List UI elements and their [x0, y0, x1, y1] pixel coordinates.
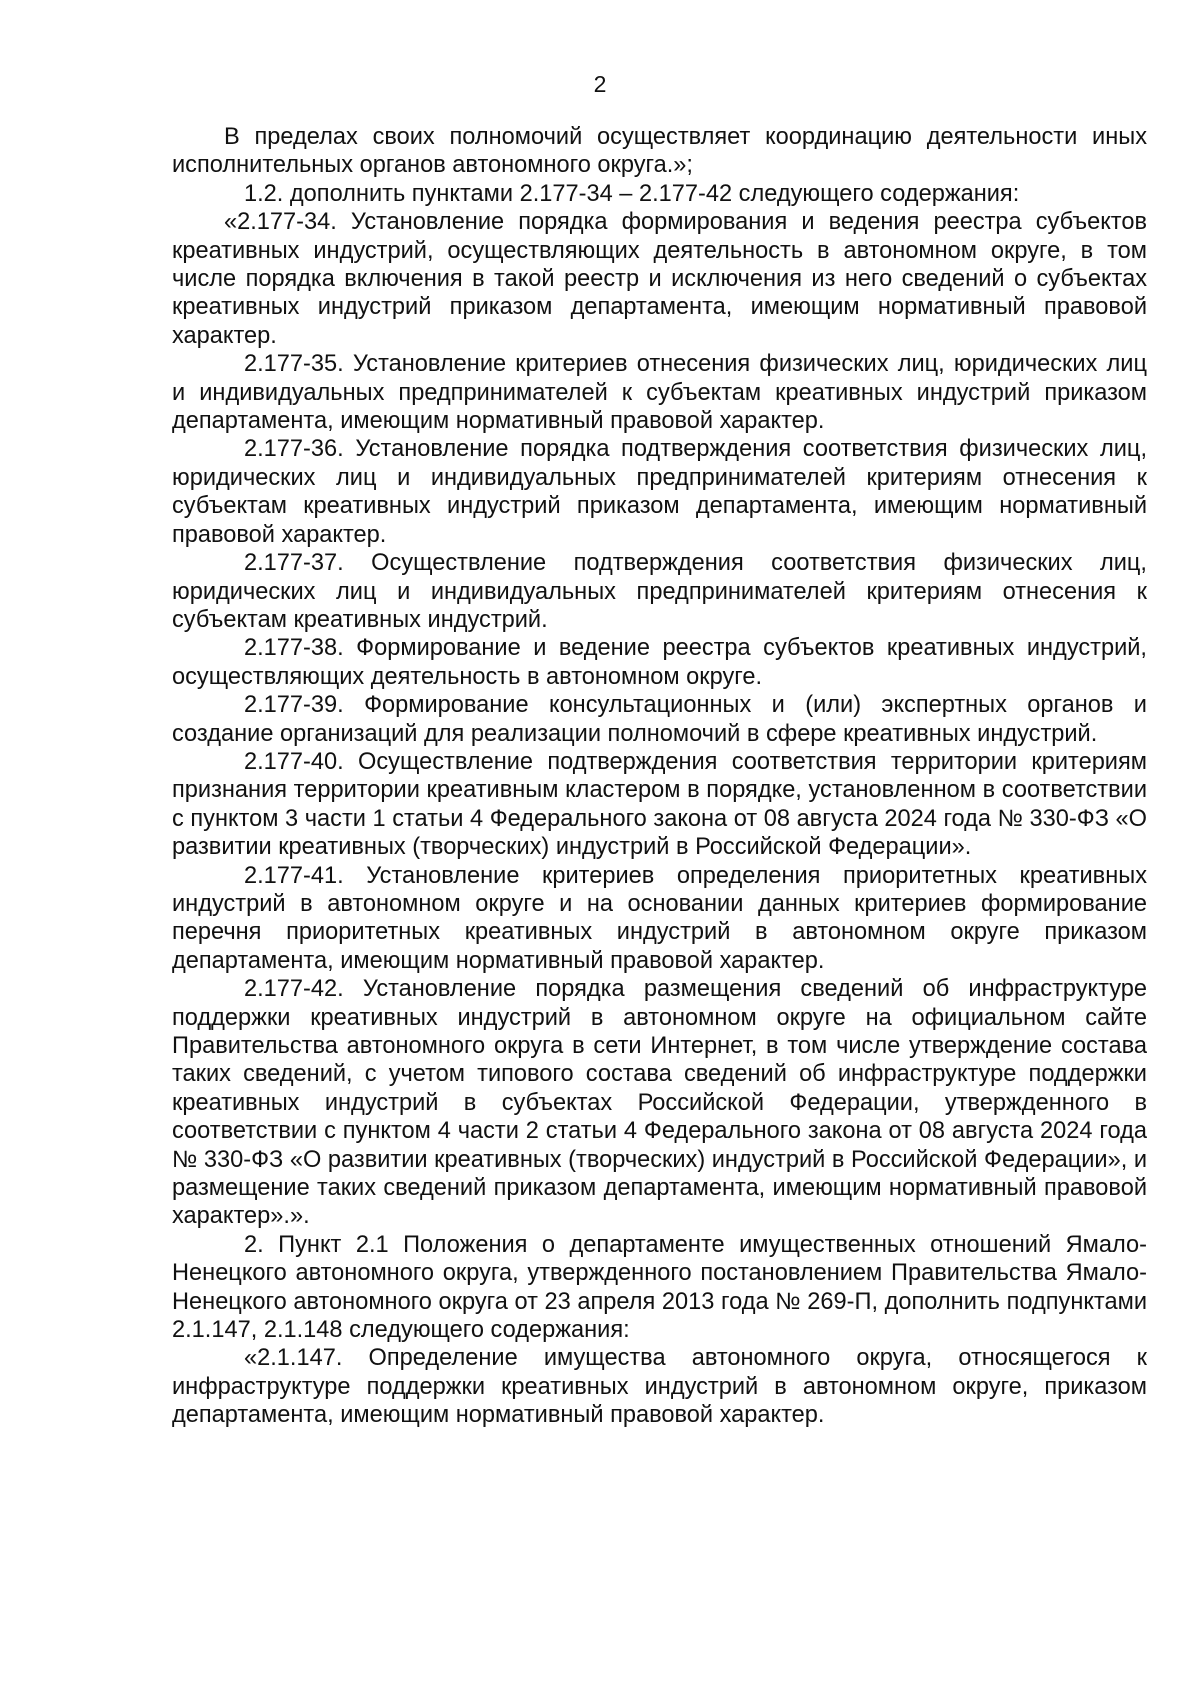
- paragraph-2-177-40: 2.177-40. Осуществление подтверждения соответствия территории критериям признания территории креативным кластером в порядке, установленном в соответствии с пунктом 3 части 1 статьи 4 Федерального закона от 08 августа 2024 года № 330-ФЗ «О развитии креативных (творческих) индустрий в Российской Федерации».: [172, 748, 1147, 861]
- paragraph-2-177-41: 2.177-41. Установление критериев определения приоритетных креативных индустрий в автономном округе и на основании данных критериев формирование перечня приоритетных креативных индустрий в автономном округе приказом департамента, имеющим нормативный правовой характер.: [172, 862, 1147, 974]
- paragraph-2-177-37: 2.177-37. Осуществление подтверждения соответствия физических лиц, юридических лиц и индивидуальных предпринимателей критериям отнесения к субъектам креативных индустрий.: [172, 550, 1147, 633]
- paragraph-2-177-39: 2.177-39. Формирование консультационных и (или) экспертных органов и создание организаций для реализации полномочий в сфере креативных индустрий.: [172, 692, 1147, 747]
- paragraph-coordination: В пределах своих полномочий осуществляет координацию деятельности иных исполнительных органов автономного округа.»;: [172, 124, 1147, 179]
- paragraph-2-177-36: 2.177-36. Установление порядка подтверждения соответствия физических лиц, юридических лиц и индивидуальных предпринимателей критериям отнесения к субъектам креативных индустрий приказом департамента, имеющим нормативный правовой характер.: [172, 436, 1147, 548]
- paragraph-2-177-42: 2.177-42. Установление порядка размещения сведений об инфраструктуре поддержки креативных индустрий в автономном округе на официальном сайте Правительства автономного округа в сети Интернет, в том числе утверждение состава таких сведений, с учетом типового состава сведений об инфраструктуре поддержки креативных индустрий в субъектах Российской Федерации, утвержденного в соответствии с пунктом 4 части 2 статьи 4 Федерального закона от 08 августа 2024 года № 330-ФЗ «О развитии креативных (творческих) индустрий в Российской Федерации», и размещение таких сведений приказом департамента, имеющим нормативный правовой характер».».: [172, 976, 1147, 1230]
- page-number: 2: [593, 71, 607, 97]
- paragraph-item-2: 2. Пункт 2.1 Положения о департаменте имущественных отношений Ямало-Ненецкого автономного округа, утвержденного постановлением Правительства Ямало-Ненецкого автономного округа от 23 апреля 2013 года № 269-П, дополнить подпунктами 2.1.147, 2.1.148 следующего содержания:: [172, 1231, 1147, 1344]
- paragraph-2-177-35: 2.177-35. Установление критериев отнесения физических лиц, юридических лиц и индивидуальных предпринимателей к субъектам креативных индустрий приказом департамента, имеющим нормативный правовой характер.: [172, 351, 1147, 435]
- paragraph-2-177-34: «2.177-34. Установление порядка формирования и ведения реестра субъектов креативных индустрий, осуществляющих деятельность в автономном округе, в том числе порядка включения в такой реестр и исключения из него сведений о субъектах креативных индустрий приказом департамента, имеющим нормативный правовой характер.: [172, 209, 1147, 349]
- paragraph-2-177-38: 2.177-38. Формирование и ведение реестра субъектов креативных индустрий, осуществляющих деятельность в автономном округе.: [172, 635, 1147, 690]
- paragraph-2-1-147: «2.1.147. Определение имущества автономного округа, относящегося к инфраструктуре поддержки креативных индустрий в автономном округе, приказом департамента, имеющим нормативный правовой характер.: [172, 1345, 1147, 1429]
- document-body: [172, 123, 1147, 1430]
- paragraph-item-1-2: 1.2. дополнить пунктами 2.177-34 – 2.177-42 следующего содержания:: [244, 180, 1020, 207]
